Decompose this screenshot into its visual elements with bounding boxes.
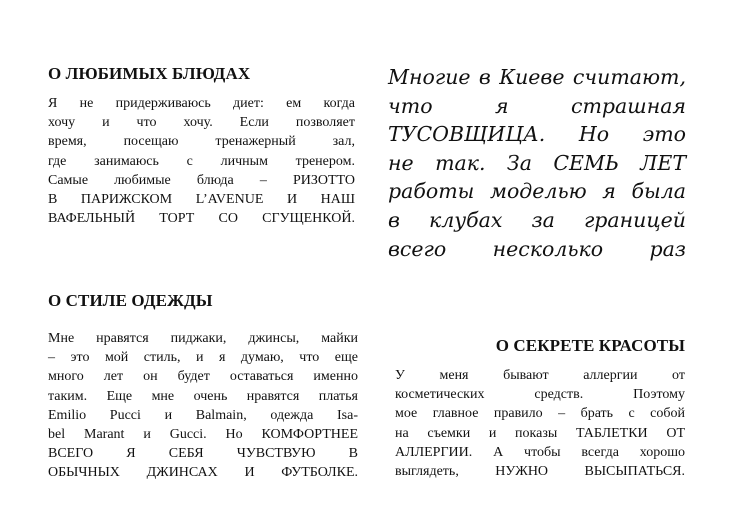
beauty-line: У меня бывают аллергии от [395,368,685,383]
food-line: В ПАРИЖСКОМ L’AVENUE И НАШ [48,192,355,208]
food-paragraph [48,94,355,228]
food-section [48,64,355,228]
food-line: ВАФЕЛЬНЫЙ ТОРТ СО СГУЩЕНКОЙ. [48,211,355,227]
beauty-line: АЛЛЕРГИИ. А чтобы всегда хорошо [395,444,685,460]
food-line: Я не придерживаюсь диет: ем когда [48,96,355,111]
pull-quote [388,63,686,263]
food-line: хочу и что хочу. Если позволяет [48,115,355,131]
food-line: где занимаюсь с личным тренером. [48,153,355,169]
clothes-line: – это мой стиль, и я думаю, что еще [48,350,358,366]
clothes-line: таким. Еще мне очень нравятся платья [48,388,358,404]
clothes-line: ОБЫЧНЫХ ДЖИНСАХ И ФУТБОЛКЕ. [48,465,358,481]
beauty-line: выглядеть, НУЖНО ВЫСЫПАТЬСЯ. [395,464,685,480]
clothes-line: Мне нравятся пиджаки, джинсы, майки [48,331,358,346]
food-heading: О ЛЮБИМЫХ БЛЮДАХ [48,64,251,83]
quote-line: не так. За СЕМЬ ЛЕТ [388,150,686,175]
clothes-line: много лет он будет оставаться именно [48,369,358,385]
beauty-paragraph [395,366,685,481]
beauty-line: на съемки и показы ТАБЛЕТКИ ОТ [395,425,685,441]
clothes-heading: О СТИЛЕ ОДЕЖДЫ [48,291,213,310]
clothes-paragraph [48,329,358,483]
food-line: Самые любимые блюда – РИЗОТТО [48,172,355,188]
clothes-line: Emilio Pucci и Balmain, одежда Isa- [48,407,358,423]
quote-line: Многие в Киеве считают, [388,65,686,89]
clothes-line: ВСЕГО Я СЕБЯ ЧУВСТВУЮ В [48,446,358,462]
beauty-heading: О СЕКРЕТЕ КРАСОТЫ [495,336,685,355]
quote-line: в клубах за границей [388,207,686,232]
beauty-section [395,336,685,481]
clothes-line: bel Marant и Gucci. Но КОМФОРТНЕЕ [48,427,358,443]
quote-line: ТУСОВЩИЦА. Но это [388,122,686,147]
clothes-section [48,291,358,483]
quote-line: работы моделью я была [388,179,686,204]
beauty-line: косметических средств. Поэтому [395,387,685,403]
quote-line: что я страшная [388,93,686,118]
beauty-line: мое главное правило – брать с собой [395,406,685,422]
food-line: время, посещаю тренажерный зал, [48,134,355,150]
quote-line: всего несколько раз [388,236,686,261]
